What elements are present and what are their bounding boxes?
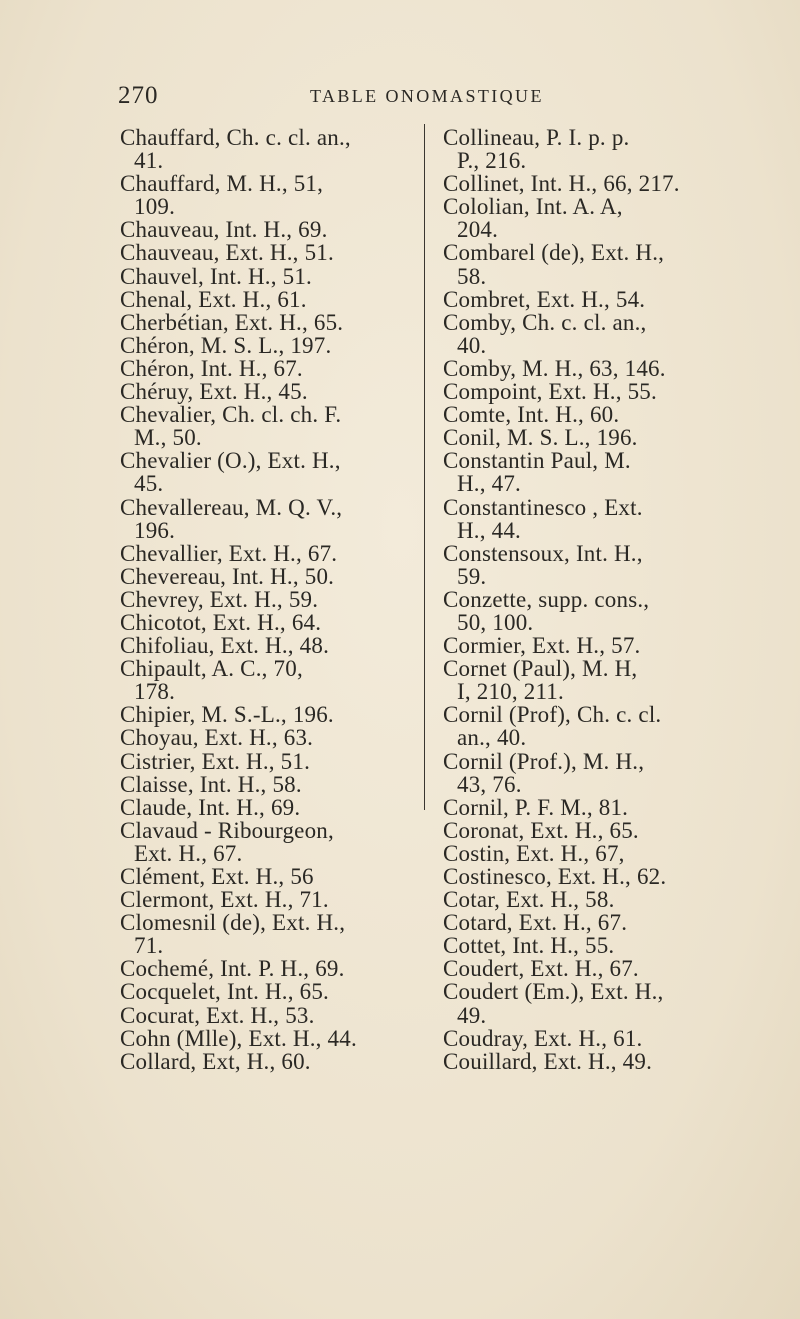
index-entry: Cocurat, Ext. H., 53. <box>120 1002 315 1028</box>
index-entry: Cornil (Prof), Ch. c. cl. <box>443 702 662 728</box>
index-entry: Chauffard, Ch. c. cl. an., <box>120 125 351 150</box>
index-entry: Chauvel, Int. H., 51. <box>120 263 313 289</box>
index-entry-continuation: P., 216. <box>457 148 527 174</box>
index-entry-continuation: H., 44. <box>457 517 522 543</box>
index-entry-continuation: 58. <box>457 263 487 289</box>
index-entry: Collard, Ext, H., 60. <box>120 1048 311 1074</box>
index-entry: Chauffard, M. H., 51, <box>120 171 324 197</box>
index-entry: Chipier, M. S.-L., 196. <box>120 702 334 728</box>
index-entry-continuation: H., 47. <box>457 471 522 497</box>
index-entry-continuation: 178. <box>134 679 176 705</box>
index-entry: Constantin Paul, M. <box>443 448 631 474</box>
index-entry: Cottet, Int. H., 55. <box>443 933 615 959</box>
index-entry: Chéruy, Ext. H., 45. <box>120 379 308 405</box>
index-entry: Coudray, Ext. H., 61. <box>443 1025 643 1051</box>
index-entry: Coudert, Ext. H., 67. <box>443 956 639 982</box>
index-entry: Cornet (Paul), M. H, <box>443 656 638 682</box>
index-column-left <box>120 126 410 1073</box>
index-entry-continuation: 49. <box>457 1002 487 1028</box>
index-entry: Cochemé, Int. P. H., 69. <box>120 956 345 982</box>
index-entry-continuation: 71. <box>134 933 164 959</box>
index-entry: Chevallier, Ext. H., 67. <box>120 540 338 566</box>
index-entry: Chevalier (O.), Ext. H., <box>120 448 341 474</box>
index-entry: Chipault, A. C., 70, <box>120 656 303 682</box>
index-entry: Cormier, Ext. H., 57. <box>443 633 641 659</box>
index-entry-continuation: 40. <box>457 332 487 358</box>
index-entry: Chauveau, Ext. H., 51. <box>120 240 334 266</box>
index-entry: Comby, M. H., 63, 146. <box>443 355 666 381</box>
index-entry-continuation: 45. <box>134 471 164 497</box>
index-entry: Cornil (Prof.), M. H., <box>443 748 645 774</box>
index-entry: Conil, M. S. L., 196. <box>443 425 638 451</box>
index-entry: Costinesco, Ext. H., 62. <box>443 864 667 889</box>
index-entry-continuation: Ext. H., 67. <box>134 840 243 866</box>
index-entry: Cornil, P. F. M., 81. <box>443 794 629 820</box>
index-column-right <box>443 126 788 1073</box>
index-entry: Comby, Ch. c. cl. an., <box>443 309 647 335</box>
running-title: TABLE ONOMASTIQUE <box>310 86 544 106</box>
index-entry: Chéron, Int. H., 67. <box>120 355 303 381</box>
index-entry: Claude, Int. H., 69. <box>120 794 301 820</box>
index-entry: Collinet, Int. H., 66, 217. <box>443 171 680 197</box>
index-entry: Coudert (Em.), Ext. H., <box>443 979 664 1005</box>
index-entry: Combarel (de), Ext. H., <box>443 240 665 266</box>
index-entry: Chevereau, Int. H., 50. <box>120 563 335 589</box>
index-entry-continuation: 41. <box>134 148 164 174</box>
index-entry-continuation: 59. <box>457 563 487 589</box>
index-entry: Compoint, Ext. H., 55. <box>443 379 657 405</box>
index-entry: Collineau, P. I. p. p. <box>443 125 630 150</box>
page-header <box>118 82 760 116</box>
index-entry: Clément, Ext. H., 56 <box>120 864 314 889</box>
index-entry: Choyau, Ext. H., 63. <box>120 725 314 751</box>
index-entry-continuation: I, 210, 211. <box>457 679 564 705</box>
index-entry: Chevallereau, M. Q. V., <box>120 494 343 520</box>
index-entry: Claisse, Int. H., 58. <box>120 771 302 797</box>
index-entry: Cistrier, Ext. H., 51. <box>120 748 311 774</box>
index-entry: Conzette, supp. cons., <box>443 586 650 612</box>
index-entry-continuation: an., 40. <box>457 725 527 751</box>
index-entry: Cololian, Int. A. A, <box>443 194 623 220</box>
index-entry: Cotar, Ext. H., 58. <box>443 887 615 913</box>
index-entry: Chevrey, Ext. H., 59. <box>120 586 319 612</box>
index-entry: Costin, Ext. H., 67, <box>443 840 625 866</box>
index-entry: Constensoux, Int. H., <box>443 540 643 566</box>
index-entry-continuation: M., 50. <box>134 425 202 451</box>
index-entry: Cocquelet, Int. H., 65. <box>120 979 330 1005</box>
index-entry: Constantinesco , Ext. <box>443 494 643 520</box>
index-entry: Chevalier, Ch. cl. ch. F. <box>120 402 342 428</box>
index-entry: Clermont, Ext. H., 71. <box>120 887 329 913</box>
index-entry: Chifoliau, Ext. H., 48. <box>120 633 330 659</box>
index-entry: Couillard, Ext. H., 49. <box>443 1048 653 1074</box>
index-entry: Cohn (Mlle), Ext. H., 44. <box>120 1025 357 1051</box>
index-entry: Coronat, Ext. H., 65. <box>443 817 639 843</box>
column-divider <box>424 124 425 810</box>
index-entry: Cotard, Ext. H., 67. <box>443 910 628 936</box>
index-entry: Comte, Int. H., 60. <box>443 402 620 428</box>
index-entry: Combret, Ext. H., 54. <box>443 286 646 312</box>
index-entry-continuation: 204. <box>457 217 499 243</box>
page-number: 270 <box>118 82 159 109</box>
index-entry: Cherbétian, Ext. H., 65. <box>120 309 344 335</box>
index-entry: Clomesnil (de), Ext. H., <box>120 910 346 936</box>
index-entry-continuation: 196. <box>134 517 176 543</box>
index-entry-continuation: 43, 76. <box>457 771 522 797</box>
index-entry: Chenal, Ext. H., 61. <box>120 286 307 312</box>
index-entry: Chauveau, Int. H., 69. <box>120 217 328 243</box>
index-entry: Chicotot, Ext. H., 64. <box>120 609 322 635</box>
index-entry-continuation: 109. <box>134 194 176 220</box>
index-entry: Chéron, M. S. L., 197. <box>120 332 332 358</box>
index-entry: Clavaud - Ribourgeon, <box>120 817 334 843</box>
index-entry-continuation: 50, 100. <box>457 609 534 635</box>
